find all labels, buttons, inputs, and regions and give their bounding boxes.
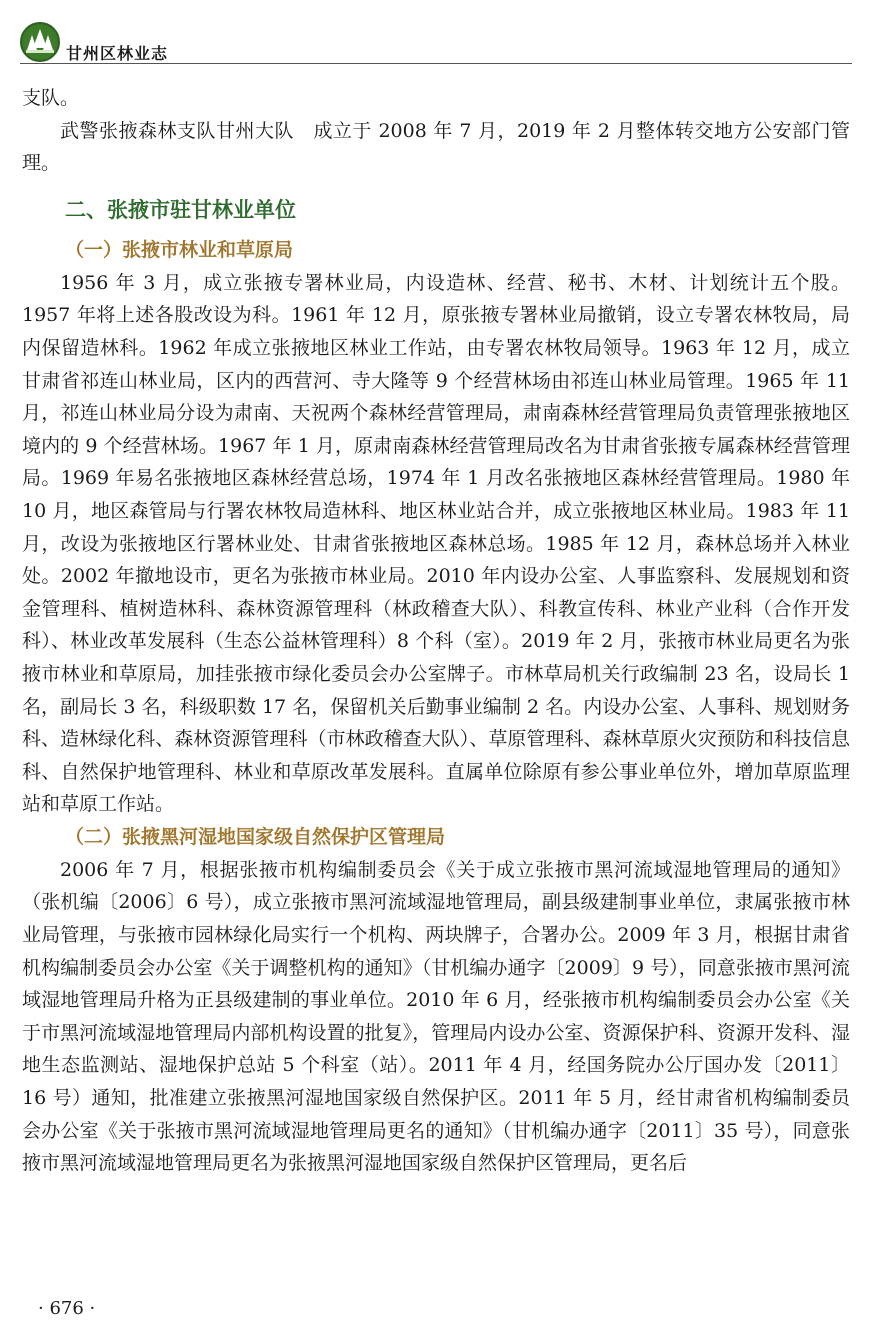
page-content — [22, 82, 850, 1180]
subsection-heading-wetland-reserve: （二）张掖黑河湿地国家级自然保护区管理局 — [65, 825, 446, 848]
section-heading: 二、张掖市驻甘林业单位 — [65, 197, 296, 222]
forest-logo-icon — [20, 22, 60, 62]
book-title: 甘州区林业志 — [66, 44, 169, 63]
paragraph-wetland-reserve: 2006 年 7 月，根据张掖市机构编制委员会《关于成立张掖市黑河流域湿地管理局的通知》（张机编〔2006〕6 号），成立张掖市黑河流域湿地管理局，副县级建制事业单位，隶属张掖市林业局管理，与张掖市园林绿化局实行一个机构、两块牌子，合署办公。2009 年 3 月，根据甘肃省机构编制委员会办公室《关于调整机构的通知》（甘机编办通字〔2009〕9 号），同意张掖市黑河流域湿地管理局升格为正县级建制的事业单位。2010 年 6 月，经张掖市机构编制委员会办公室《关于市黑河流域湿地管理局内部机构设置的批复》，管理局内设办公室、资源保护科、资源开发科、湿地生态监测站、湿地保护总站 5 个科室（站）。2011 年 4 月，经国务院办公厅国办发〔2011〕16 号）通知，批准建立张掖黑河湿地国家级自然保护区。2011 年 5 月，经甘肃省机构编制委员会办公室《关于张掖市黑河流域湿地管理局更名的通知》（甘机编办通字〔2011〕35 号），同意张掖市黑河流域湿地管理局更名为张掖黑河湿地国家级自然保护区管理局，更名后 — [22, 858, 850, 1175]
page-number: · 676 · — [38, 1298, 96, 1319]
page-header — [20, 22, 852, 66]
subsection-heading-forestry-bureau: （一）张掖市林业和草原局 — [65, 238, 294, 261]
paragraph-continuation: 支队。 — [22, 87, 80, 109]
paragraph-forestry-bureau: 1956 年 3 月，成立张掖专署林业局，内设造林、经营、秘书、木材、计划统计五个股。1957 年将上述各股改设为科。1961 年 12 月，原张掖专署林业局撤销，设立专署农林牧局，局内保留造林科。1962 年成立张掖地区林业工作站，由专署农林牧局领导。1963 年 12 月，成立甘肃省祁连山林业局，区内的西营河、寺大隆等 9 个经营林场由祁连山林业局管理。1965 年 11 月，祁连山林业局分设为肃南、天祝两个森林经营管理局，肃南森林经营管理局负责管理张掖地区境内的 9 个经营林场。1967 年 1 月，原肃南森林经营管理局改名为甘肃省张掖专属森林经营管理局。1969 年易名张掖地区森林经营总场，1974 年 1 月改名张掖地区森林经营管理局。1980 年 10 月，地区森管局与行署农林牧局造林科、地区林业站合并，成立张掖地区林业局。1983 年 11 月，改设为张掖地区行署林业处、甘肃省张掖地区森林总场。1985 年 12 月，森林总场并入林业处。2002 年撤地设市，更名为张掖市林业局。2010 年内设办公室、人事监察科、发展规划和资金管理科、植树造林科、森林资源管理科（林政稽查大队）、科教宣传科、林业产业科（合作开发科）、林业改革发展科（生态公益林管理科）8 个科（室）。2019 年 2 月，张掖市林业局更名为张掖市林业和草原局，加挂张掖市绿化委员会办公室牌子。市林草局机关行政编制 23 名，设局长 1 名，副局长 3 名，科级职数 17 名，保留机关后勤事业编制 2 名。内设办公室、人事科、规划财务科、造林绿化科、森林资源管理科（市林政稽查大队）、草原管理科、森林草原火灾预防和科技信息科、自然保护地管理科、林业和草原改革发展科。直属单位除原有参公事业单位外，增加草原监理站和草原工作站。 — [22, 271, 850, 816]
paragraph-wujing: 武警张掖森林支队甘州大队 成立于 2008 年 7 月，2019 年 2 月整体转交地方公安部门管理。 — [22, 119, 850, 175]
header-divider — [20, 63, 852, 64]
